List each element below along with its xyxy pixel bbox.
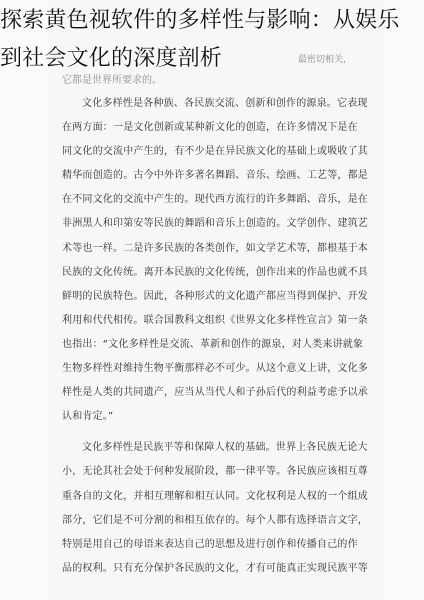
- paragraph-line: 特别是用自己的母语来表达自己的思想及进行创作和传播自己的作: [62, 538, 358, 550]
- paragraph-line: 重各自的文化，并相互理解和相互认同。文化权利是人权的一个组成: [62, 490, 368, 502]
- paragraph-line: 非洲黑人和印第安等民族的舞蹈和音乐上创造的。文学创作、建筑艺: [62, 218, 368, 230]
- paragraph-line: 在两方面：一是文化创新或某种新文化的创造，在许多情况下是在: [62, 122, 358, 134]
- paragraph-line: 部分，它们是不可分割的和相互依存的。每个人都有选择语言文字，: [62, 514, 368, 526]
- paragraph-line: 在不同文化的交流中产生的。现代西方流行的许多舞蹈、音乐，是在: [62, 194, 368, 206]
- paragraph-line: 同文化的交流中产生的，有不少是在异民族文化的基础上或吸收了其: [62, 146, 368, 158]
- paragraph-line: 利用和代代相传。联合国教科文组织《世界文化多样性宣言》第一条: [62, 314, 368, 326]
- paragraph-line: 民族的文化传统。离开本民族的文化传统，创作出来的作品也就不具: [62, 266, 368, 278]
- paragraph-line: 样性是人类的共同遗产，应当从当代人和子孙后代的利益考虑予以承: [62, 387, 368, 399]
- document-body: [62, 92, 378, 581]
- paragraph-line: 也指出：“文化多样性是交流、革新和创作的源泉，对人类来讲就象: [62, 338, 364, 350]
- paragraph-line: 认和肯定。”: [62, 411, 114, 423]
- paragraph-line: 鲜明的民族特色。因此，各种形式的文化遗产都应当得到保护、开发: [62, 290, 368, 302]
- paragraph-line: 精华而创造的。古今中外许多著名舞蹈、音乐、绘画、工艺等，都是: [62, 170, 368, 182]
- partial-top-text: 最密切相关,: [298, 55, 346, 65]
- paragraph-line: 品的权利。只有充分保护各民族的文化，才有可能真正实现民族平等: [62, 562, 368, 574]
- paragraph-line: 术等也一样。二是许多民族的各类创作，如文学艺术等，都根基于本: [62, 242, 368, 254]
- previous-paragraph-fragment: 它都是世界所要求的。: [62, 75, 162, 86]
- paragraph-gap: [62, 429, 378, 436]
- paragraph-equality-human-rights: [62, 436, 378, 581]
- paragraph-cultural-diversity-source: [62, 92, 378, 429]
- paragraph-line: 文化多样性是各种族、各民族交流、创新和创作的源泉。它表现: [82, 98, 368, 109]
- paragraph-line: 文化多样性是民族平等和保障人权的基础。世界上各民族无论大: [82, 442, 368, 454]
- overlay-title: 探索黄色视软件的多样性与影响：从娱乐到社会文化的深度剖析: [0, 8, 400, 71]
- paragraph-line: 生物多样性对维持生物平衡那样必不可少。从这个意义上讲，文化多: [62, 363, 368, 375]
- paragraph-line: 小，无论其社会处于何种发展阶段，都一律平等。各民族应该相互尊: [62, 466, 368, 478]
